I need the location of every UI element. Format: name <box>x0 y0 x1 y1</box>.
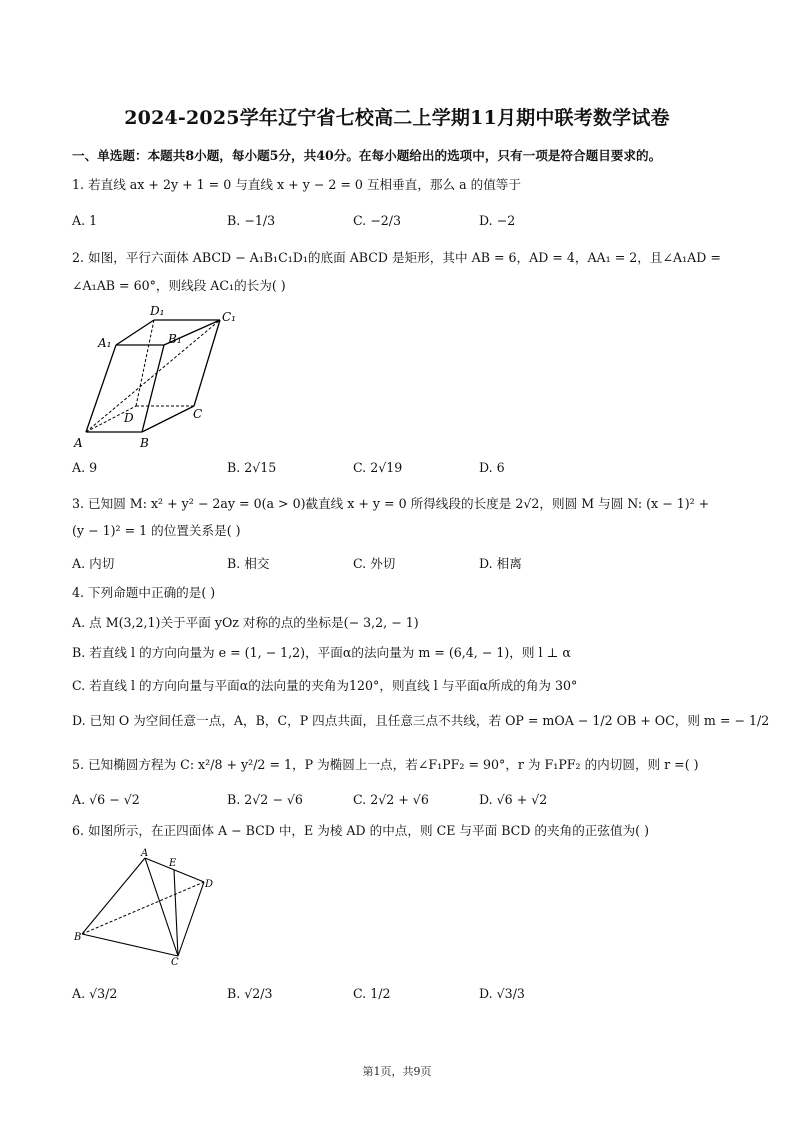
tetrahedron-figure <box>70 848 220 968</box>
q5-option-d: D. √6 + √2 <box>479 792 548 807</box>
label-d1: D₁ <box>150 304 165 318</box>
q5-option-c: C. 2√2 + √6 <box>353 792 429 807</box>
q3-options <box>72 553 732 573</box>
q5-option-a: A. √6 − √2 <box>72 792 140 807</box>
q3-option-d: D. 相离 <box>479 556 522 571</box>
q6-option-b: B. √2/3 <box>227 986 273 1001</box>
label-c: C <box>193 407 203 421</box>
q1-option-d: D. −2 <box>479 213 516 228</box>
q4-statement-d: D. 已知 O 为空间任意一点，A，B，C，P 四点共面，且任意三点不共线，若 OP = mOA − 1/2 OB + OC，则 m = − 1/2 <box>72 713 770 728</box>
label-b: B <box>74 932 82 943</box>
q3-option-c: C. 外切 <box>353 556 396 571</box>
q1-option-c: C. −2/3 <box>353 213 402 228</box>
q1-option-b: B. −1/3 <box>227 213 276 228</box>
parallelepiped-figure <box>70 302 250 452</box>
q1-stem: 1. 若直线 ax + 2y + 1 = 0 与直线 x + y − 2 = 0 互相垂直，那么 a 的值等于 <box>72 177 521 192</box>
q4-statement-b: B. 若直线 l 的方向向量为 e = (1, − 1,2)，平面α的法向量为 m = (6,4, − 1)，则 l ⊥ α <box>72 645 571 660</box>
q1-options <box>72 213 732 233</box>
q5-option-b: B. 2√2 − √6 <box>227 792 303 807</box>
q1-option-a: A. 1 <box>72 213 98 228</box>
q6-option-a: A. √3/2 <box>72 986 118 1001</box>
q6-stem: 6. 如图所示，在正四面体 A − BCD 中，E 为棱 AD 的中点，则 CE 与平面 BCD 的夹角的正弦值为( ) <box>72 823 650 838</box>
label-b1: B₁ <box>168 332 182 346</box>
label-b: B <box>140 436 149 450</box>
label-c: C <box>171 957 179 968</box>
page-footer: 第1页，共9页 <box>362 1065 432 1078</box>
q3-option-b: B. 相交 <box>227 556 270 571</box>
q2-stem-line1: 2. 如图，平行六面体 ABCD − A₁B₁C₁D₁的底面 ABCD 是矩形，其中 AB = 6，AD = 4，AA₁ = 2，且∠A₁AD = <box>72 250 721 265</box>
q2-option-a: A. 9 <box>72 460 98 475</box>
q2-option-c: C. 2√19 <box>353 460 403 475</box>
q2-option-b: B. 2√15 <box>227 460 277 475</box>
q4-stem: 4. 下列命题中正确的是( ) <box>72 585 216 600</box>
q6-option-c: C. 1/2 <box>353 986 391 1001</box>
q4-statement-c: C. 若直线 l 的方向向量与平面α的法向量的夹角为120°，则直线 l 与平面α所成的角为 30° <box>72 678 578 693</box>
q5-stem: 5. 已知椭圆方程为 C: x²/8 + y²/2 = 1，P 为椭圆上一点，若∠F₁PF₂ = 90°，r 为 F₁PF₂ 的内切圆，则 r =( ) <box>72 757 699 772</box>
q2-option-d: D. 6 <box>479 460 505 475</box>
q6-options <box>72 986 732 1006</box>
q2-stem-line2: ∠A₁AB = 60°，则线段 AC₁的长为( ) <box>72 278 286 293</box>
q3-stem-line1: 3. 已知圆 M: x² + y² − 2ay = 0(a > 0)截直线 x + y = 0 所得线段的长度是 2√2，则圆 M 与圆 N: (x − 1)² + <box>72 496 710 511</box>
q5-options <box>72 792 732 812</box>
section-heading: 一、单选题：本题共8小题，每小题5分，共40分。在每小题给出的选项中，只有一项是符合题目要求的。 <box>72 148 662 163</box>
q3-option-a: A. 内切 <box>72 556 115 571</box>
q6-option-d: D. √3/3 <box>479 986 525 1001</box>
label-a: A <box>141 848 149 859</box>
q3-stem-line2: (y − 1)² = 1 的位置关系是( ) <box>72 523 241 538</box>
page-title: 2024-2025学年辽宁省七校高二上学期11月期中联考数学试卷 <box>124 107 670 129</box>
label-a1: A₁ <box>98 336 112 350</box>
label-d: D <box>205 879 214 890</box>
label-a: A <box>74 436 83 450</box>
label-d: D <box>124 411 134 425</box>
q2-options <box>72 460 732 480</box>
q4-statement-a: A. 点 M(3,2,1)关于平面 yOz 对称的点的坐标是(− 3,2, − 1) <box>72 615 419 630</box>
label-e: E <box>169 858 177 869</box>
label-c1: C₁ <box>222 310 236 324</box>
